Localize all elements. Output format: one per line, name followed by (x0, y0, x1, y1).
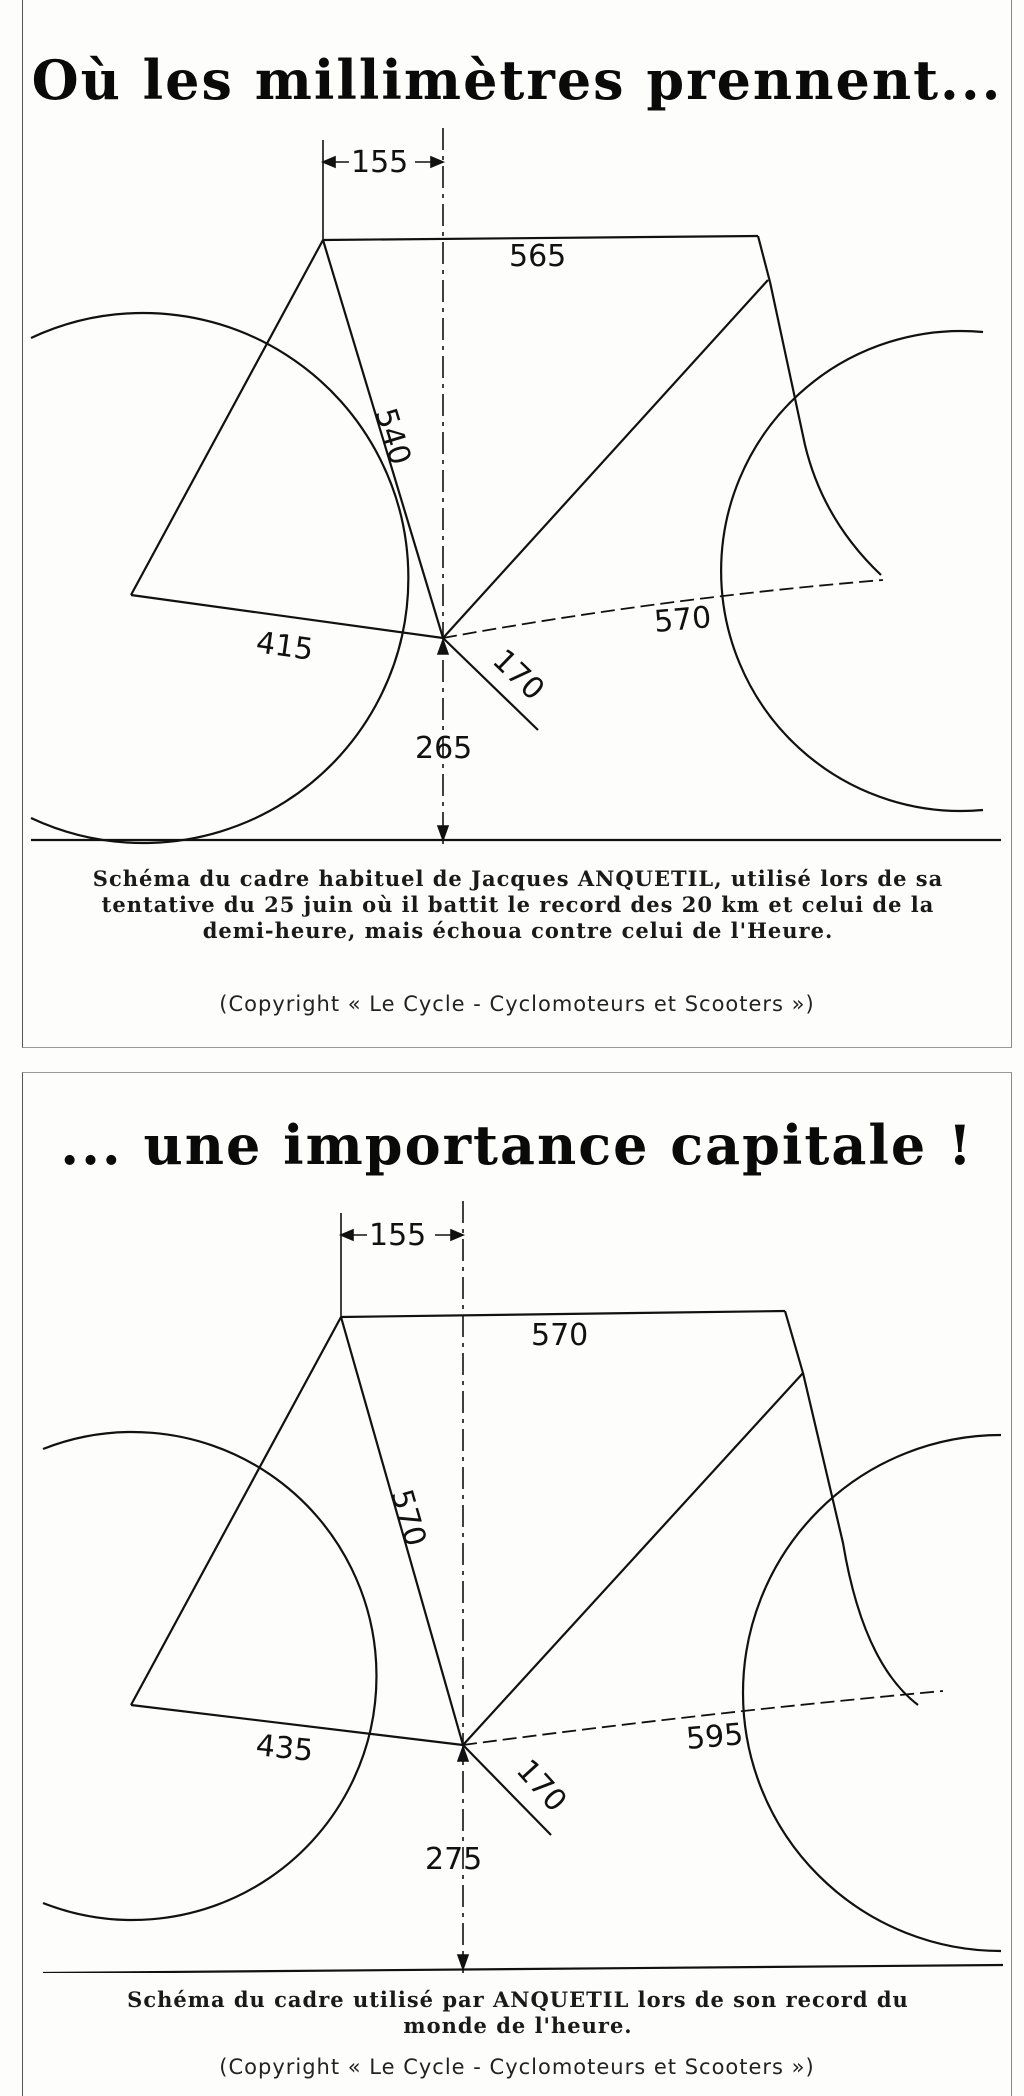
bottom-label-155: 155 (369, 1218, 427, 1253)
top-label-265: 265 (415, 731, 473, 766)
top-copyright: (Copyright « Le Cycle - Cyclomoteurs et Scooters ») (219, 992, 815, 1016)
top-label-565: 565 (509, 239, 567, 274)
top-head-tube (758, 236, 770, 282)
bottom-frame-diagram (23, 1073, 1011, 1973)
bottom-headline: ... une importance capitale ! (60, 1113, 974, 1177)
top-label-540: 540 (367, 404, 418, 470)
top-down-tube (443, 280, 768, 638)
top-fork (770, 282, 881, 575)
bottom-label-170: 170 (509, 1752, 574, 1819)
bottom-diagram-panel (22, 1072, 1012, 2096)
bottom-front-wheel (743, 1435, 1001, 1951)
bottom-down-tube (463, 1373, 803, 1745)
bottom-fork (803, 1373, 918, 1705)
bottom-seat-stay (131, 1317, 341, 1705)
top-frame-diagram (23, 0, 1011, 860)
top-rear-wheel (31, 313, 408, 843)
bottom-ground-line (43, 1965, 1003, 1973)
top-seat-stay (131, 240, 323, 595)
bottom-caption: Schéma du cadre utilisé par ANQUETIL lors de son record du monde de l'heure. (127, 1987, 909, 2038)
bottom-head-tube (785, 1311, 803, 1373)
bottom-label-570-seat: 570 (383, 1485, 433, 1551)
bottom-label-595: 595 (684, 1717, 745, 1757)
bottom-label-570-top: 570 (531, 1318, 589, 1353)
top-label-570: 570 (652, 600, 713, 640)
top-label-415: 415 (253, 625, 316, 668)
bottom-label-435: 435 (254, 1728, 315, 1769)
top-label-170: 170 (485, 642, 551, 708)
bottom-copyright: (Copyright « Le Cycle - Cyclomoteurs et Scooters ») (219, 2055, 815, 2079)
top-diagram-panel (22, 0, 1012, 1048)
top-headline: Où les millimètres prennent... (31, 48, 1003, 112)
top-caption: Schéma du cadre habituel de Jacques ANQUETIL, utilisé lors de sa tentative du 25 juin où il battit le record des 20 km et celui de la demi-heure, mais échoua contre celui de l'Heure. (92, 866, 944, 943)
bottom-label-275: 275 (425, 1842, 483, 1877)
top-front-wheel (721, 331, 983, 811)
bottom-top-tube (341, 1311, 785, 1317)
bottom-rear-wheel (43, 1432, 376, 1920)
top-label-155: 155 (351, 145, 409, 180)
